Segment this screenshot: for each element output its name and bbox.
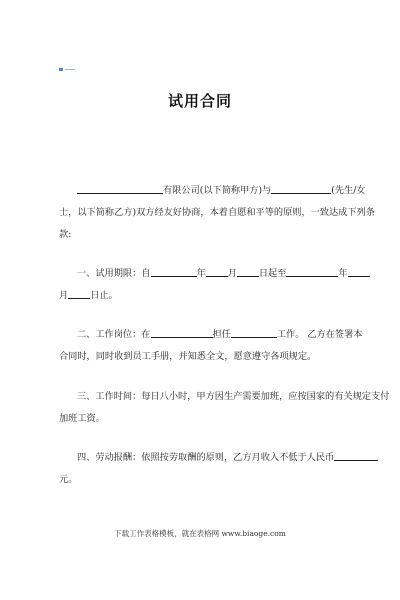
clause1-text-e: 年	[338, 268, 348, 279]
employee-name-blank	[271, 183, 331, 194]
clause2-text-b: 担任	[212, 329, 231, 340]
start-year-blank	[151, 266, 197, 277]
end-day-blank	[68, 288, 90, 299]
start-day-blank	[237, 266, 259, 277]
clause1-text-g: 日止。	[90, 290, 118, 301]
clause1-text-c: 月	[227, 268, 237, 279]
clause1-text-f: 月	[59, 290, 69, 301]
clause2-text-a: 二、工作岗位：在	[77, 329, 151, 340]
intro-paragraph	[59, 180, 375, 246]
position-blank	[231, 327, 277, 338]
intro-text-4: 款:	[59, 229, 72, 240]
document-title: 试用合同	[167, 92, 232, 110]
clause4-text-line1: 四、劳动报酬：依照按劳取酬的原则，乙方月收入不低于人民币	[77, 452, 335, 463]
clause3-text-line2: 加班工资。	[59, 413, 105, 424]
intro-text-1: 有限公司(以下简称甲方)与	[163, 185, 272, 196]
intro-text-3: 士，以下简称乙方)双方经友好协商，本着自愿和平等的原则，一致达成下列条	[59, 207, 375, 218]
page-footer: 下载工作表格模板，就在表格网 www.biaoge.com	[114, 529, 286, 538]
clause-salary	[59, 447, 344, 491]
clause1-text-b: 年	[196, 268, 206, 279]
clause2-text-c: 工作。 乙方在签署本	[276, 329, 363, 340]
clause1-text-d: 日起至	[258, 268, 287, 279]
start-month-blank	[206, 266, 228, 277]
clause3-text-line1: 三、工作时间：每日八小时，甲方因生产需要加班，应按国家的有关规定支付	[77, 391, 390, 402]
clause2-text-line2: 合同时，同时收到员工手册，并知悉全文，愿意遵守各项规定。	[59, 351, 317, 362]
clause-job-position	[59, 324, 363, 368]
company-name-blank	[77, 183, 163, 194]
clause1-text-a: 一、试用期限：自	[77, 268, 151, 279]
intro-text-2: (先生/女	[331, 185, 366, 196]
clause-working-hours	[59, 386, 390, 430]
salary-amount-blank	[334, 450, 378, 461]
end-month-blank	[348, 266, 370, 277]
clause4-text-line2: 元。	[59, 474, 78, 485]
end-year-blank	[286, 266, 338, 277]
clause-probation-period	[59, 263, 348, 307]
doc-logo-icon	[59, 68, 77, 71]
department-blank	[151, 327, 213, 338]
